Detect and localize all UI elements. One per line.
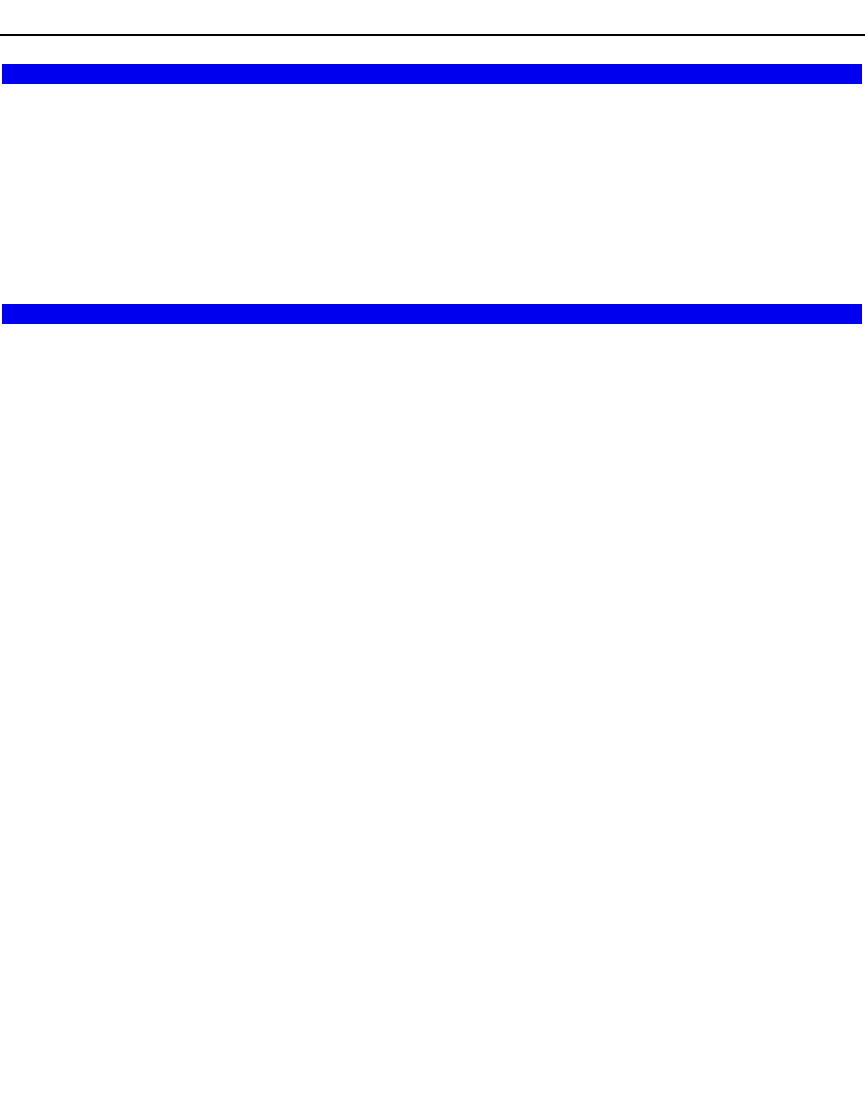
team-rosters-bar [2,304,862,324]
header-rule [0,34,865,36]
team-standings-bar [2,64,862,84]
